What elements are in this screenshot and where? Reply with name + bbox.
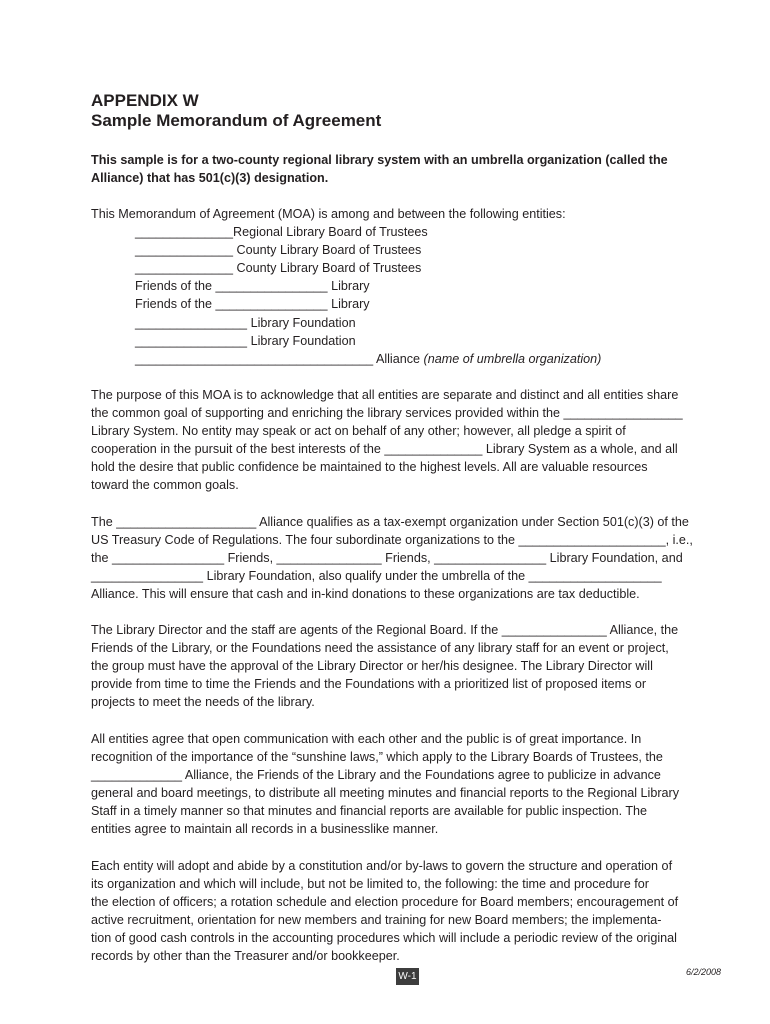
paragraph-line: The Library Director and the staff are agents of the Regional Board. If the _______________ Alliance, the — [91, 623, 679, 637]
appendix-label: APPENDIX W — [91, 91, 199, 110]
paragraph-line: ________________ Library Foundation, also qualify under the umbrella of the ___________________ — [91, 569, 662, 584]
entity-line: ______________ County Library Board of Trustees — [135, 261, 422, 276]
entity-line: ______________ County Library Board of Trustees — [135, 243, 422, 258]
document-title: Sample Memorandum of Agreement — [91, 111, 382, 130]
document-heading — [91, 91, 381, 131]
paragraph-line: the common goal of supporting and enriching the library services provided within the _________________ — [91, 406, 683, 421]
paragraph-line: The purpose of this MOA is to acknowledge that all entities are separate and distinct and all entities share — [91, 388, 679, 402]
alliance-entity-line — [91, 350, 736, 368]
entity-line: Friends of the ________________ Library — [135, 297, 370, 312]
paragraph-line: All entities agree that open communication with each other and the public is of great importance. In — [91, 732, 642, 746]
paragraph-line: Staff in a timely manner so that minutes and financial reports are available for public inspection. The — [91, 804, 648, 819]
paragraph-line: recognition of the importance of the “sunshine laws,” which apply to the Library Boards of Trustees, the — [91, 750, 663, 765]
paragraph-line: the group must have the approval of the Library Director or her/his designee. The Library Director will — [91, 659, 653, 674]
paragraph-line: US Treasury Code of Regulations. The four subordinate organizations to the _____________________, i.e., — [91, 533, 693, 548]
entity-line: ______________Regional Library Board of Trustees — [135, 225, 428, 240]
page-number-badge: W-1 — [396, 968, 419, 985]
paragraph-line: active recruitment, orientation for new members and training for new Board members; the implementa- — [91, 913, 662, 928]
intro-line: This sample is for a two-county regional library system with an umbrella organization (called the — [91, 153, 668, 167]
entity-line: ________________ Library Foundation — [135, 315, 356, 330]
paragraph-line: _____________ Alliance, the Friends of the Library and the Foundations agree to publicize in advance — [91, 768, 661, 783]
paragraph-line: records by other than the Treasurer and/or bookkeeper. — [91, 949, 400, 964]
alliance-entity-blank: __________________________________ Alliance — [135, 351, 424, 366]
paragraph-line: Alliance. This will ensure that cash and in-kind donations to these organizations are tax deductible. — [91, 587, 640, 602]
entity-line: ________________ Library Foundation — [135, 333, 356, 348]
intro-note — [91, 151, 731, 187]
intro-line: Alliance) that has 501(c)(3) designation. — [91, 171, 329, 185]
alliance-entity-note: (name of umbrella organization) — [423, 351, 602, 366]
paragraph-line: Library System. No entity may speak or act on behalf of any other; however, all pledge a spirit of — [91, 424, 626, 439]
communication-paragraph — [91, 730, 736, 839]
paragraph-line: The ____________________ Alliance qualifies as a tax-exempt organization under Section 501(c)(3) of the — [91, 515, 689, 529]
paragraph-line: Friends of the Library, or the Foundations need the assistance of any library staff for an event or project, — [91, 641, 669, 656]
paragraph-line: projects to meet the needs of the library. — [91, 695, 315, 710]
purpose-paragraph — [91, 386, 736, 495]
paragraph-line: cooperation in the pursuit of the best interests of the ______________ Library System as a whole, and all — [91, 442, 678, 457]
paragraph-line: provide from time to time the Friends and the Foundations with a prioritized list of proposed items or — [91, 677, 647, 692]
paragraph-line: Each entity will adopt and abide by a constitution and/or by-laws to govern the structure and operation of — [91, 859, 673, 873]
paragraph-line: the election of officers; a rotation schedule and election procedure for Board members; encouragement of — [91, 895, 679, 910]
revision-date: 6/2/2008 — [686, 967, 722, 977]
paragraph-line: entities agree to maintain all records in a businesslike manner. — [91, 822, 439, 837]
paragraph-line: tion of good cash controls in the accounting procedures which will include a periodic review of the original — [91, 931, 677, 946]
entity-line: Friends of the ________________ Library — [135, 279, 370, 294]
paragraph-line: toward the common goals. — [91, 478, 239, 493]
bylaws-paragraph — [91, 857, 736, 966]
moa-lead-line: This Memorandum of Agreement (MOA) is among and between the following entities: — [91, 207, 566, 221]
paragraph-line: the ________________ Friends, _______________ Friends, ________________ Library Foundation, and — [91, 551, 683, 566]
tax-status-paragraph — [91, 513, 736, 603]
moa-entities-section — [91, 205, 736, 368]
paragraph-line: general and board meetings, to distribute all meeting minutes and financial reports to the Regional Library — [91, 786, 680, 801]
paragraph-line: its organization and which will include, but not be limited to, the following: the time and procedure for — [91, 877, 649, 892]
paragraph-line: hold the desire that public confidence be maintained to the highest levels. All are valuable resources — [91, 460, 648, 475]
director-paragraph — [91, 621, 736, 711]
